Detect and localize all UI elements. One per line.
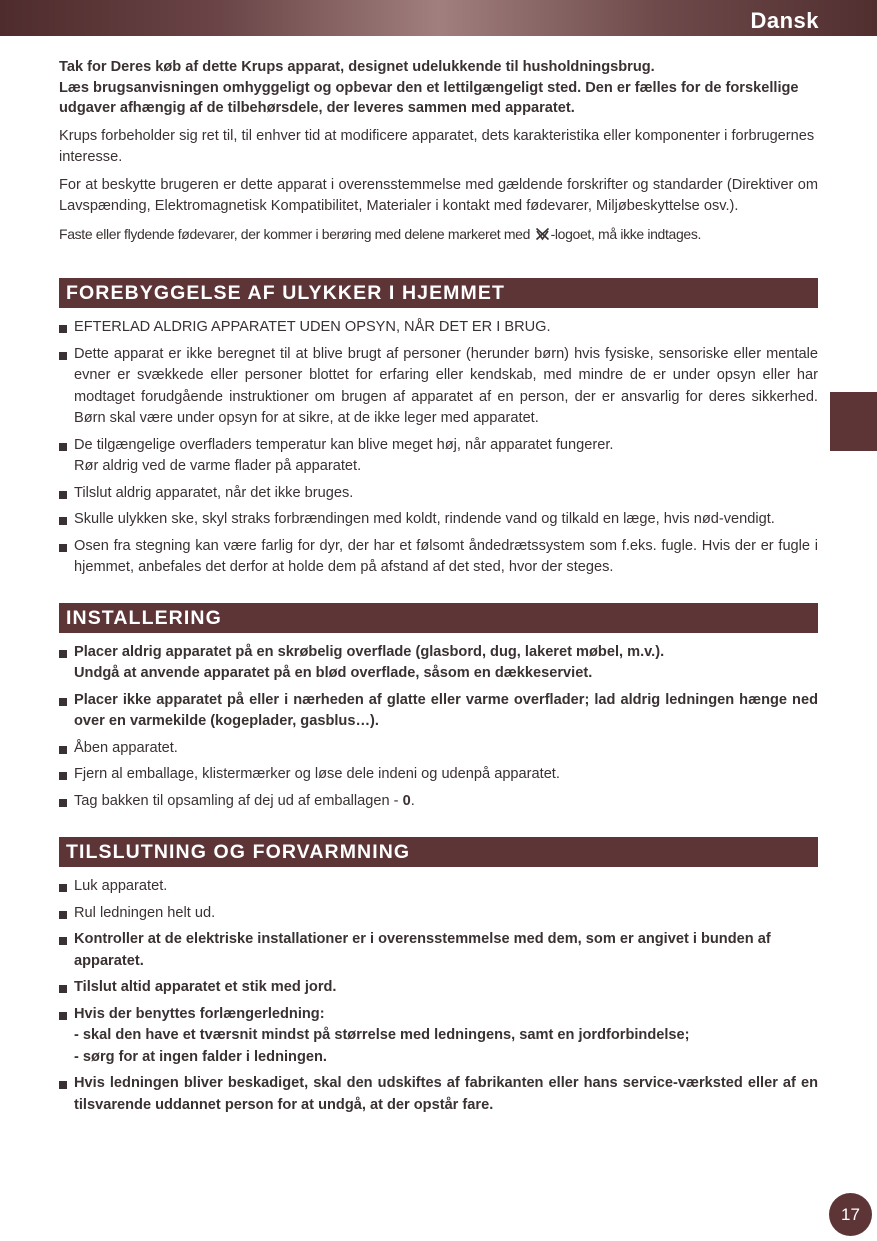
list-item: Luk apparatet. [59,876,818,898]
list-item: De tilgængelige overfladers temperatur kan blive meget høj, når apparatet fungerer. Rør aldrig ved de varme flader på apparatet. [59,435,818,478]
list-item: Osen fra stegning kan være farlig for dyr, der har et følsomt åndedrætssystem som f.eks. fugle. Hvis der er fugle i hjemmet, anbefales det derfor at holde dem på afstand af det sted, hvor der steges. [59,536,818,579]
language-side-tab [830,392,877,451]
bullet-icon [59,352,67,360]
bullet-icon [59,884,67,892]
connection-list [59,876,818,1116]
bullet-icon [59,799,67,807]
no-food-contact-icon [535,227,550,241]
section-title-connection: TILSLUTNING OG FORVARMNING [59,837,818,867]
language-label: Dansk [750,8,819,33]
bullet-icon [59,650,67,658]
section-title-accident-prevention: FOREBYGGELSE AF ULYKKER I HJEMMET [59,278,818,308]
intro-bold-line-2: Læs brugsanvisningen omhyggeligt og opbevar den et lettilgængeligt sted. Den er fælles for de forskellige udgaver afhængig af de tilbehørsdele, der leveres sammen med apparatet. [59,79,799,116]
bullet-icon [59,937,67,945]
list-item: EFTERLAD ALDRIG APPARATET UDEN OPSYN, NÅR DET ER I BRUG. [59,317,818,339]
intro-paragraph-3 [59,224,818,246]
bullet-icon [59,491,67,499]
bullet-icon [59,746,67,754]
bullet-icon [59,698,67,706]
installation-list [59,642,818,813]
page-number: 17 [829,1193,872,1236]
bullet-icon [59,985,67,993]
list-item: Placer ikke apparatet på eller i nærheden af glatte eller varme overflader; lad aldrig ledningen hænge ned over en varmekilde (kogeplader, gasblus…). [59,690,818,733]
list-item: Rul ledningen helt ud. [59,903,818,925]
list-item: Hvis ledningen bliver beskadiget, skal den udskiftes af fabrikanten eller hans service-værksted eller af en tilsvarende uddannet person for at undgå, at der opstår fare. [59,1073,818,1116]
bullet-icon [59,772,67,780]
intro-p3-text-b: -logoet, må ikke indtages. [550,225,702,242]
list-item: Placer aldrig apparatet på en skrøbelig overflade (glasbord, dug, lakeret møbel, m.v.). Undgå at anvende apparatet på en blød overflade, såsom en dækkeserviet. [59,642,818,685]
page-content [59,57,818,1121]
bullet-icon [59,325,67,333]
list-item: Dette apparat er ikke beregnet til at blive brugt af personer (herunder børn) hvis fysiske, sensoriske eller mentale evner er svækkede eller personer blottet for erfaring eller kendskab, med mindre de er under opsyn eller har modtaget forudgående instruktioner om brugen af apparatet af en person, der er ansvarlig for deres sikkerhed. Børn skal være under opsyn for at sikre, at de ikke leger med apparatet. [59,344,818,430]
bullet-icon [59,517,67,525]
list-item: Tilslut altid apparatet et stik med jord. [59,977,818,999]
bullet-icon [59,443,67,451]
accident-prevention-list [59,317,818,579]
list-item: Åben apparatet. [59,738,818,760]
section-title-installation: INSTALLERING [59,603,818,633]
intro-paragraph-1: Krups forbeholder sig ret til, til enhver tid at modificere apparatet, dets karakteristika eller komponenter i forbrugernes interesse. [59,127,815,165]
bullet-icon [59,911,67,919]
list-item: Tilslut aldrig apparatet, når det ikke bruges. [59,483,818,505]
bullet-icon [59,1012,67,1020]
intro-p3-text-a: Faste eller flydende fødevarer, der kommer i berøring med delene markeret med [59,225,534,242]
bullet-icon [59,1081,67,1089]
header-bar [0,0,877,36]
list-item: Skulle ulykken ske, skyl straks forbrændingen med koldt, rindende vand og tilkald en læge, hvis nød-vendigt. [59,509,818,531]
list-item: Hvis der benyttes forlængerledning: - skal den have et tværsnit mindst på størrelse med ledningens, samt en jordforbindelse; - sørg for at ingen falder i ledningen. [59,1004,818,1069]
intro-paragraph-2: For at beskytte brugeren er dette apparat i overensstemmelse med gældende forskrifter og standarder (Direktiver om Lavspænding, Elektromagnetisk Kompatibilitet, Materialer i kontakt med fødevarer, Miljøbeskyttelse osv.). [59,176,818,214]
intro-bold [59,57,818,119]
list-item: Tag bakken til opsamling af dej ud af emballagen - 0. [59,791,818,813]
bullet-icon [59,544,67,552]
list-item: Kontroller at de elektriske installationer er i overensstemmelse med dem, som er angivet i bunden af apparatet. [59,929,818,972]
list-item: Fjern al emballage, klistermærker og løse dele indeni og udenpå apparatet. [59,764,818,786]
intro-bold-line-1: Tak for Deres køb af dette Krups apparat, designet udelukkende til husholdningsbrug. [59,59,655,75]
